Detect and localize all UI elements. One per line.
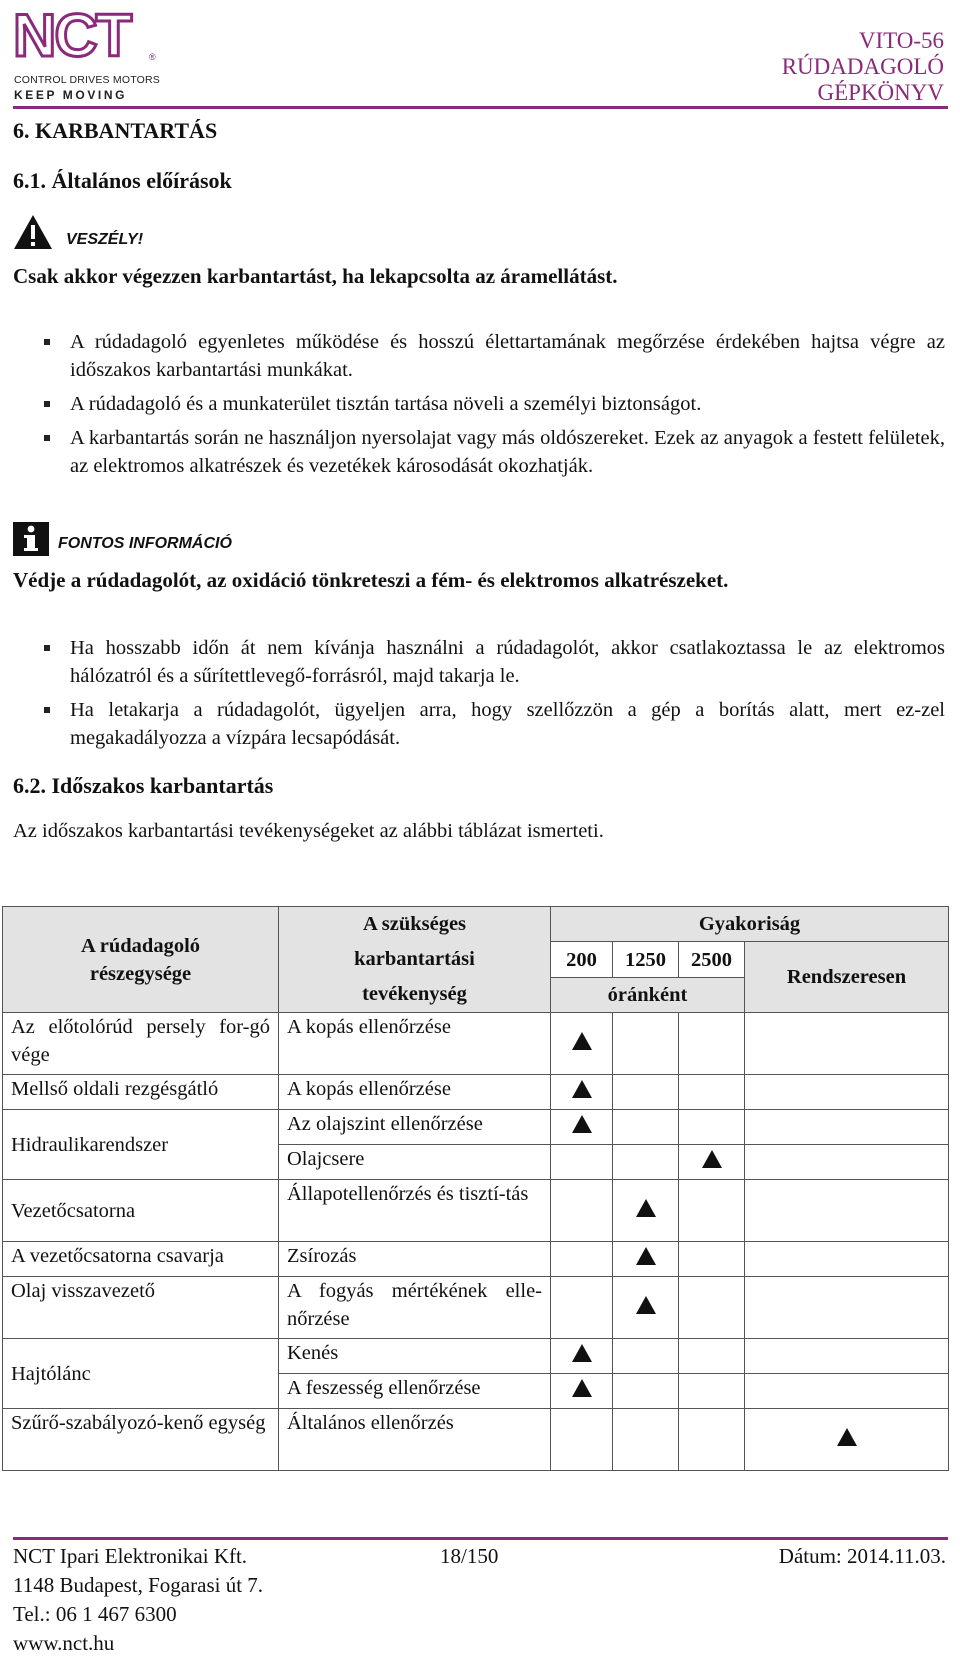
triangle-mark-icon <box>636 1296 656 1314</box>
header-200: 200 <box>551 942 613 978</box>
part-cell: Hajtólánc <box>3 1339 279 1409</box>
logo-registered-mark: ® <box>149 52 156 62</box>
activity-cell: Általános ellenőrzés <box>279 1409 551 1471</box>
triangle-mark-icon <box>572 1115 592 1133</box>
footer-company: NCT Ipari Elektronikai Kft. <box>13 1544 248 1568</box>
triangle-mark-icon <box>702 1150 722 1168</box>
info-text: Védje a rúdadagolót, az oxidáció tönkreteszi a fém- és elektromos alkatrészeket. <box>13 568 729 592</box>
doc-code: VITO-56 <box>858 28 944 53</box>
part-cell: Szűrő-szabályozó-kenő egység <box>3 1409 279 1471</box>
activity-cell: Zsírozás <box>279 1242 551 1277</box>
activity-cell: Kenés <box>279 1339 551 1374</box>
triangle-mark-icon <box>572 1032 592 1050</box>
subsection-title-periodic: 6.2. Időszakos karbantartás <box>13 773 274 798</box>
mark-regular <box>745 1075 949 1110</box>
mark-2500 <box>679 1075 745 1110</box>
table-row <box>3 1409 949 1471</box>
mark-2500 <box>679 1277 745 1339</box>
mark-2500 <box>679 1180 745 1242</box>
list-item: A karbantartás során ne használjon nyersolajat vagy más oldószereket. Ezek az anyagok a festett felületek, az elektromos alkatrészek és vezetékek károsodását okozhatják. <box>13 424 945 480</box>
mark-200 <box>551 1374 613 1409</box>
footer-date: Dátum: 2014.11.03. <box>778 1544 946 1568</box>
table-row <box>3 1180 949 1242</box>
subsection-title-general: 6.1. Általános előírások <box>13 168 232 193</box>
table-row <box>3 1339 949 1374</box>
table-row <box>3 1242 949 1277</box>
mark-200 <box>551 1242 613 1277</box>
mark-1250 <box>613 1180 679 1242</box>
general-rules-list <box>13 328 945 486</box>
info-label: FONTOS INFORMÁCIÓ <box>58 535 232 552</box>
mark-200 <box>551 1145 613 1180</box>
mark-regular <box>745 1277 949 1339</box>
mark-2500 <box>679 1339 745 1374</box>
footer-web: www.nct.hu <box>13 1631 115 1655</box>
logo-letters: NCT <box>13 2 131 69</box>
activity-cell: A kopás ellenőrzése <box>279 1075 551 1110</box>
logo-tagline-2: KEEP MOVING <box>14 88 128 102</box>
maintenance-table <box>2 906 948 1471</box>
table-intro: Az időszakos karbantartási tevékenységeket az alábbi táblázat ismerteti. <box>13 820 604 842</box>
info-icon <box>13 522 49 556</box>
activity-cell: A feszesség ellenőrzése <box>279 1374 551 1409</box>
mark-1250 <box>613 1013 679 1075</box>
triangle-mark-icon <box>636 1247 656 1265</box>
list-item: A rúdadagoló és a munkaterület tisztán tartása növeli a személyi biztonságot. <box>13 390 945 418</box>
triangle-mark-icon <box>837 1428 857 1446</box>
mark-1250 <box>613 1145 679 1180</box>
footer-rule <box>13 1537 948 1540</box>
header-activity: A szükséges karbantartási tevékenység <box>279 907 551 1013</box>
header-hours: óránként <box>551 978 745 1013</box>
mark-1250 <box>613 1242 679 1277</box>
mark-200 <box>551 1013 613 1075</box>
triangle-mark-icon <box>572 1080 592 1098</box>
mark-2500 <box>679 1145 745 1180</box>
mark-regular <box>745 1339 949 1374</box>
section-title: 6. KARBANTARTÁS <box>13 118 218 143</box>
mark-1250 <box>613 1277 679 1339</box>
warning-triangle-icon <box>13 214 53 250</box>
header-regular: Rendszeresen <box>745 942 949 1013</box>
activity-cell: Az olajszint ellenőrzése <box>279 1110 551 1145</box>
mark-2500 <box>679 1374 745 1409</box>
table-row <box>3 1013 949 1075</box>
nct-logo <box>13 4 163 104</box>
mark-1250 <box>613 1339 679 1374</box>
doc-type: GÉPKÖNYV <box>817 80 944 105</box>
mark-regular <box>745 1242 949 1277</box>
mark-regular <box>745 1374 949 1409</box>
triangle-mark-icon <box>572 1379 592 1397</box>
part-cell: A vezetőcsatorna csavarja <box>3 1242 279 1277</box>
table-row <box>3 1075 949 1110</box>
table-row <box>3 1110 949 1145</box>
footer-page-number: 18/150 <box>440 1544 499 1568</box>
header-1250: 1250 <box>613 942 679 978</box>
mark-200 <box>551 1277 613 1339</box>
mark-regular <box>745 1180 949 1242</box>
list-item: Ha letakarja a rúdadagolót, ügyeljen arra, hogy szellőzzön a gép a borítás alatt, mert ez-zel megakadályozza a vízpára lecsapódását. <box>13 696 945 752</box>
storage-rules-list <box>13 634 945 758</box>
header-rule <box>13 106 948 109</box>
footer-address: 1148 Budapest, Fogarasi út 7. <box>13 1573 264 1597</box>
activity-cell: A kopás ellenőrzése <box>279 1013 551 1075</box>
footer-phone: Tel.: 06 1 467 6300 <box>13 1602 177 1626</box>
part-cell: Olaj visszavezető <box>3 1277 279 1339</box>
mark-2500 <box>679 1110 745 1145</box>
activity-cell: Állapotellenőrzés és tisztí-tás <box>279 1180 551 1242</box>
mark-200 <box>551 1409 613 1471</box>
mark-2500 <box>679 1013 745 1075</box>
mark-2500 <box>679 1409 745 1471</box>
mark-200 <box>551 1075 613 1110</box>
triangle-mark-icon <box>636 1199 656 1217</box>
part-cell: Vezetőcsatorna <box>3 1180 279 1242</box>
mark-1250 <box>613 1409 679 1471</box>
list-item: A rúdadagoló egyenletes működése és hosszú élettartamának megőrzése érdekében hajtsa végre az időszakos karbantartási munkákat. <box>13 328 945 384</box>
doc-product: RÚDADAGOLÓ <box>781 54 944 79</box>
activity-cell: Olajcsere <box>279 1145 551 1180</box>
mark-200 <box>551 1110 613 1145</box>
mark-regular <box>745 1145 949 1180</box>
part-cell: Hidraulikarendszer <box>3 1110 279 1180</box>
mark-1250 <box>613 1110 679 1145</box>
mark-regular <box>745 1110 949 1145</box>
header-frequency: Gyakoriság <box>551 907 949 942</box>
list-item: Ha hosszabb időn át nem kívánja használni a rúdadagolót, akkor csatlakoztassa le az elektromos hálózatról és a sűrítettlevegő-forrásról, majd takarja le. <box>13 634 945 690</box>
mark-200 <box>551 1180 613 1242</box>
danger-text: Csak akkor végezzen karbantartást, ha lekapcsolta az áramellátást. <box>13 264 618 288</box>
mark-1250 <box>613 1075 679 1110</box>
danger-label: VESZÉLY! <box>66 231 144 248</box>
triangle-mark-icon <box>572 1344 592 1362</box>
header-part: A rúdadagoló részegysége <box>3 907 279 1013</box>
mark-regular <box>745 1013 949 1075</box>
mark-200 <box>551 1339 613 1374</box>
table-row <box>3 1277 949 1339</box>
mark-1250 <box>613 1374 679 1409</box>
part-cell: Mellső oldali rezgésgátló <box>3 1075 279 1110</box>
header-2500: 2500 <box>679 942 745 978</box>
logo-tagline-1: CONTROL DRIVES MOTORS <box>14 74 160 86</box>
part-cell: Az előtolórúd persely for-gó vége <box>3 1013 279 1075</box>
activity-cell: A fogyás mértékének elle-nőrzése <box>279 1277 551 1339</box>
footer-company-block <box>13 1542 263 1658</box>
mark-2500 <box>679 1242 745 1277</box>
mark-regular <box>745 1409 949 1471</box>
